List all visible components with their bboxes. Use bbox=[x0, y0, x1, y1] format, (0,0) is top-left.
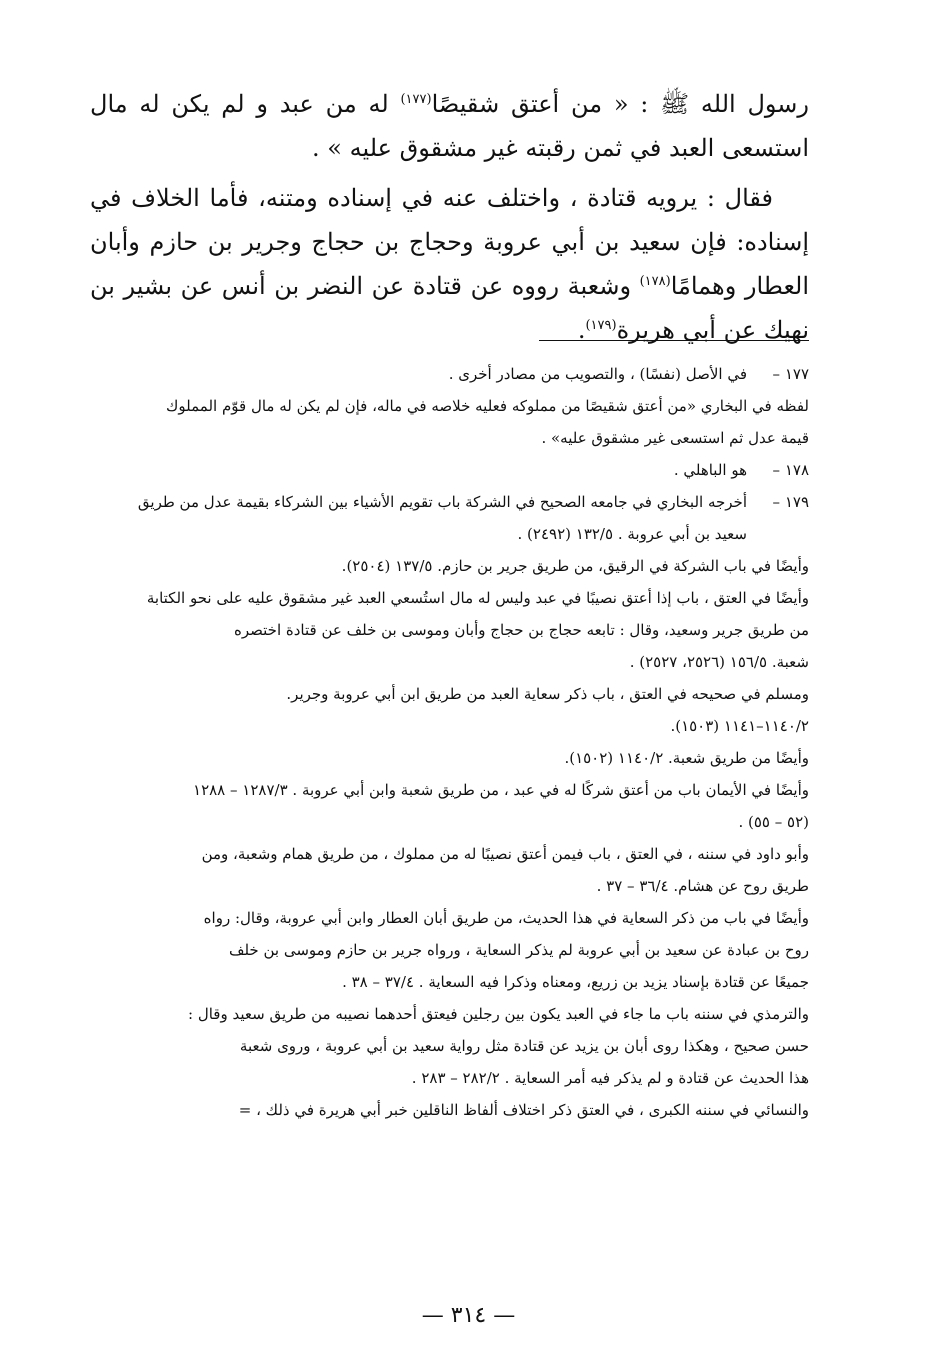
page-number: — ٣١٤ — bbox=[421, 1303, 516, 1328]
footnote-line: جميعًا عن قتادة بإسناد يزيد بن زريع، ومعناه وذكرا فيه السعاية . ٣٧/٤ – ٣٨ . bbox=[342, 973, 809, 991]
hadith-line-1a: رسول الله ﷺ : « من أعتق شقيصًا bbox=[431, 90, 809, 118]
footnote-line: هو الباهلي . bbox=[673, 461, 747, 479]
footnote-line: والنسائي في سننه الكبرى ، في العتق ذكر اختلاف ألفاظ الناقلين خبر أبي هريرة في ذلك ، = bbox=[238, 1101, 809, 1119]
hadith-line-1b: له من عبد و لم يكن له مال استسعى bbox=[90, 90, 809, 162]
footnote-line: (٥٢ – ٥٥) . bbox=[738, 813, 809, 831]
footnote-line: من طريق جرير وسعيد، وقال : تابعه حجاج بن حجاج وأبان وموسى بن خلف عن قتادة اختصره bbox=[234, 621, 809, 639]
footnote-line: شعبة. ١٥٦/٥ (٢٥٢٦، ٢٥٢٧) . bbox=[629, 653, 809, 671]
footnote-line: هذا الحديث عن قتادة و لم يذكر فيه أمر السعاية . ٢٨٢/٢ – ٢٨٣ . bbox=[411, 1069, 809, 1087]
footnote-line: ومسلم في صحيحه في العتق ، باب ذكر سعاية العبد من طريق ابن أبي عروبة وجرير. bbox=[286, 685, 809, 703]
footnote-line: وأيضًا في العتق ، باب إذا أعتق نصيبًا في عبد وليس له مال استُسعي العبد غير مشقوق عليه على نحو الكتابة bbox=[146, 589, 809, 607]
footnote-divider bbox=[539, 340, 809, 341]
hadith-line-2: العبد في ثمن رقبته غير مشقوق عليه » . bbox=[312, 134, 715, 162]
footnote-line: والترمذي في سننه باب ما جاء في العبد يكون بين رجلين فيعتق أحدهما نصيبه من طريق سعيد وقال : bbox=[188, 1005, 809, 1023]
isnad-line-3a: رووه عن قتادة عن النضر بن أنس عن بشير بن نهيك عن أبي هريرة bbox=[90, 272, 809, 344]
footnote-177-continued bbox=[96, 390, 809, 454]
isnad-line-2b: وشعبة bbox=[567, 272, 640, 300]
footnote-ref-177[interactable]: (١٧٧) bbox=[400, 92, 432, 107]
footnote-ref-179[interactable]: (١٧٩) bbox=[585, 318, 617, 333]
isnad-line-2a: سعيد بن أبي عروبة وحجاج بن حجاج وجرير بن حازم وأبان العطار وهمامًا bbox=[90, 228, 810, 300]
paragraph-isnad bbox=[90, 176, 809, 352]
isnad-line-3b: . bbox=[577, 316, 586, 344]
footnote-ref-178[interactable]: (١٧٨) bbox=[639, 274, 671, 289]
footnote-number: ١٧٩ – bbox=[772, 493, 809, 511]
footnote-line: وأيضًا في الأيمان باب من أعتق شركًا له في عبد ، من طريق شعبة وابن أبي عروبة . ١٢٨٧/٣ – ١٢٨٨ bbox=[193, 781, 809, 799]
main-text bbox=[90, 82, 809, 352]
paragraph-hadith bbox=[90, 82, 809, 170]
footnote-line: قيمة عدل ثم استسعى غير مشقوق عليه» . bbox=[541, 429, 809, 447]
footnote-line: في الأصل (نفسًا) ، والتصويب من مصادر أخرى . bbox=[448, 365, 747, 383]
footnote-line: وأيضًا في باب الشركة في الرقيق، من طريق جرير بن حازم. ١٣٧/٥ (٢٥٠٤). bbox=[341, 557, 809, 575]
footnote-178 bbox=[96, 454, 809, 486]
footnote-line: سعيد بن أبي عروبة . ١٣٢/٥ (٢٤٩٢) . bbox=[517, 525, 747, 543]
footnote-line: وأيضًا من طريق شعبة. ١١٤٠/٢ (١٥٠٢). bbox=[564, 749, 809, 767]
footnote-line: أخرجه البخاري في جامعه الصحيح في الشركة باب تقويم الأشياء بين الشركاء بقيمة عدل من طريق bbox=[137, 493, 747, 511]
isnad-line-1: فقال : يرويه قتادة ، واختلف عنه في إسناده ومتنه، فأما الخلاف في إسناده: فإن bbox=[90, 184, 809, 256]
footnote-number: ١٧٨ – bbox=[772, 461, 809, 479]
footnote-line: ١١٤٠/٢–١١٤١ (١٥٠٣). bbox=[670, 717, 809, 735]
footnote-line: لفظه في البخاري «من أعتق شقيصًا من مملوكه فعليه خلاصه في ماله، فإن لم يكن له مال قوّم المملوك bbox=[166, 397, 809, 415]
footnotes bbox=[96, 358, 809, 1126]
footnote-line: روح بن عبادة عن سعيد بن أبي عروبة لم يذكر السعاية ، ورواه جرير بن حازم وموسى بن خلف bbox=[228, 941, 809, 959]
footnote-line: طريق روح عن هشام. ٣٦/٤ – ٣٧ . bbox=[596, 877, 809, 895]
footnote-line: وأيضًا في باب من ذكر السعاية في هذا الحديث، من طريق أبان العطار وابن أبي عروبة، وقال: رواه bbox=[203, 909, 809, 927]
footnote-177 bbox=[96, 358, 809, 390]
footnote-179 bbox=[96, 486, 809, 550]
footnote-line: حسن صحيح ، وهكذا روى أبان بن يزيد عن قتادة مثل رواية سعيد بن أبي عروبة ، وروى شعبة bbox=[239, 1037, 809, 1055]
footnote-179-continued bbox=[96, 550, 809, 1126]
footnote-number: ١٧٧ – bbox=[772, 365, 809, 383]
footnote-line: وأبو داود في سننه ، في العتق ، باب فيمن أعتق نصيبًا له من مملوك ، من طريق همام وشعبة، ومن bbox=[201, 845, 809, 863]
